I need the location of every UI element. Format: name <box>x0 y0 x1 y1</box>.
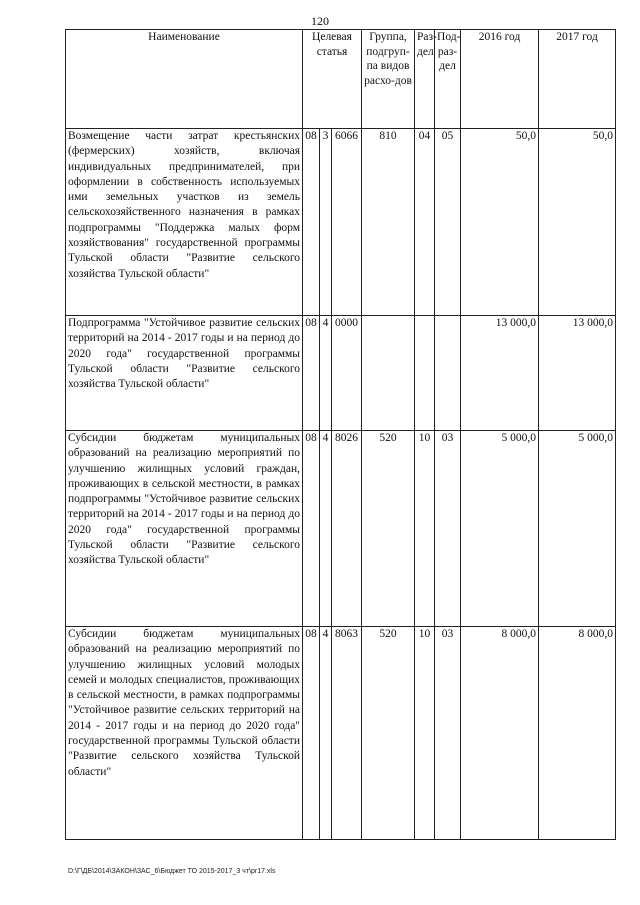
row-article-part1: 08 <box>303 431 320 627</box>
row-article-part3: 0000 <box>332 316 362 431</box>
row-subsection: 03 <box>435 431 461 627</box>
row-2016-value: 8 000,0 <box>461 627 539 840</box>
header-name: Наименование <box>66 30 303 129</box>
row-article-part2: 4 <box>320 431 332 627</box>
row-name: Субсидии бюджетам муниципальных образований на реализацию мероприятий по улучшению жилищных условий граждан, проживающих в сельской местности, в рамках подпрограммы "Устойчивое развитие сельских территорий на 2014 - 2017 годы и на период до 2020 года" государственной программы Тульской области "Развитие сельского хозяйства Тульской области" <box>66 431 303 627</box>
page-number: 120 <box>311 14 329 28</box>
header-subsection: Под-раз-дел <box>435 30 461 129</box>
header-target-article: Целевая статья <box>303 30 362 129</box>
row-section: 10 <box>415 431 435 627</box>
row-section: 10 <box>415 627 435 840</box>
row-article-part2: 4 <box>320 316 332 431</box>
row-2017-value: 5 000,0 <box>539 431 616 627</box>
table-row <box>66 129 616 316</box>
row-group: 520 <box>362 627 415 840</box>
table-row <box>66 316 616 431</box>
table-row <box>66 627 616 840</box>
row-subsection: 03 <box>435 627 461 840</box>
row-2016-value: 5 000,0 <box>461 431 539 627</box>
row-2016-value: 50,0 <box>461 129 539 316</box>
header-2017: 2017 год <box>539 30 616 129</box>
row-group <box>362 316 415 431</box>
row-subsection: 05 <box>435 129 461 316</box>
row-2017-value: 8 000,0 <box>539 627 616 840</box>
row-section <box>415 316 435 431</box>
row-article-part2: 4 <box>320 627 332 840</box>
row-article-part1: 08 <box>303 316 320 431</box>
row-section: 04 <box>415 129 435 316</box>
footer-file-path: D:\Г\ДБ\2014\ЗАКОН\ЗАС_6\Бюджет ТО 2015-2017_3 чт\pr17.xls <box>68 868 276 875</box>
row-2016-value: 13 000,0 <box>461 316 539 431</box>
row-group: 810 <box>362 129 415 316</box>
table-row <box>66 431 616 627</box>
row-article-part3: 8026 <box>332 431 362 627</box>
row-article-part2: 3 <box>320 129 332 316</box>
row-name: Возмещение части затрат крестьянских (фермерских) хозяйств, включая индивидуальных предпринимателей, при оформлении в собственность используемых ими земельных участков из земель сельскохозяйственного назначения в рамках подпрограммы "Поддержка малых форм хозяйствования" государственной программы Тульской области "Развитие сельского хозяйства Тульской области" <box>66 129 303 316</box>
table-header-row <box>66 30 616 129</box>
row-name: Подпрограмма "Устойчивое развитие сельских территорий на 2014 - 2017 годы и на период до 2020 года" государственной программы Тульской области "Развитие сельского хозяйства Тульской области" <box>66 316 303 431</box>
row-article-part1: 08 <box>303 627 320 840</box>
row-group: 520 <box>362 431 415 627</box>
row-name: Субсидии бюджетам муниципальных образований на реализацию мероприятий по улучшению жилищных условий молодых семей и молодых специалистов, проживающих в сельской местности, в рамках подпрограммы "Устойчивое развитие сельских территорий на 2014 - 2017 годы и на период до 2020 года" государственной программы Тульской области "Развитие сельского хозяйства Тульской области" <box>66 627 303 840</box>
budget-table <box>65 29 616 840</box>
header-2016: 2016 год <box>461 30 539 129</box>
row-article-part3: 6066 <box>332 129 362 316</box>
row-article-part1: 08 <box>303 129 320 316</box>
row-subsection <box>435 316 461 431</box>
row-2017-value: 13 000,0 <box>539 316 616 431</box>
header-group: Группа, подгруп-па видов расхо-дов <box>362 30 415 129</box>
row-2017-value: 50,0 <box>539 129 616 316</box>
row-article-part3: 8063 <box>332 627 362 840</box>
header-section: Раз-дел <box>415 30 435 129</box>
